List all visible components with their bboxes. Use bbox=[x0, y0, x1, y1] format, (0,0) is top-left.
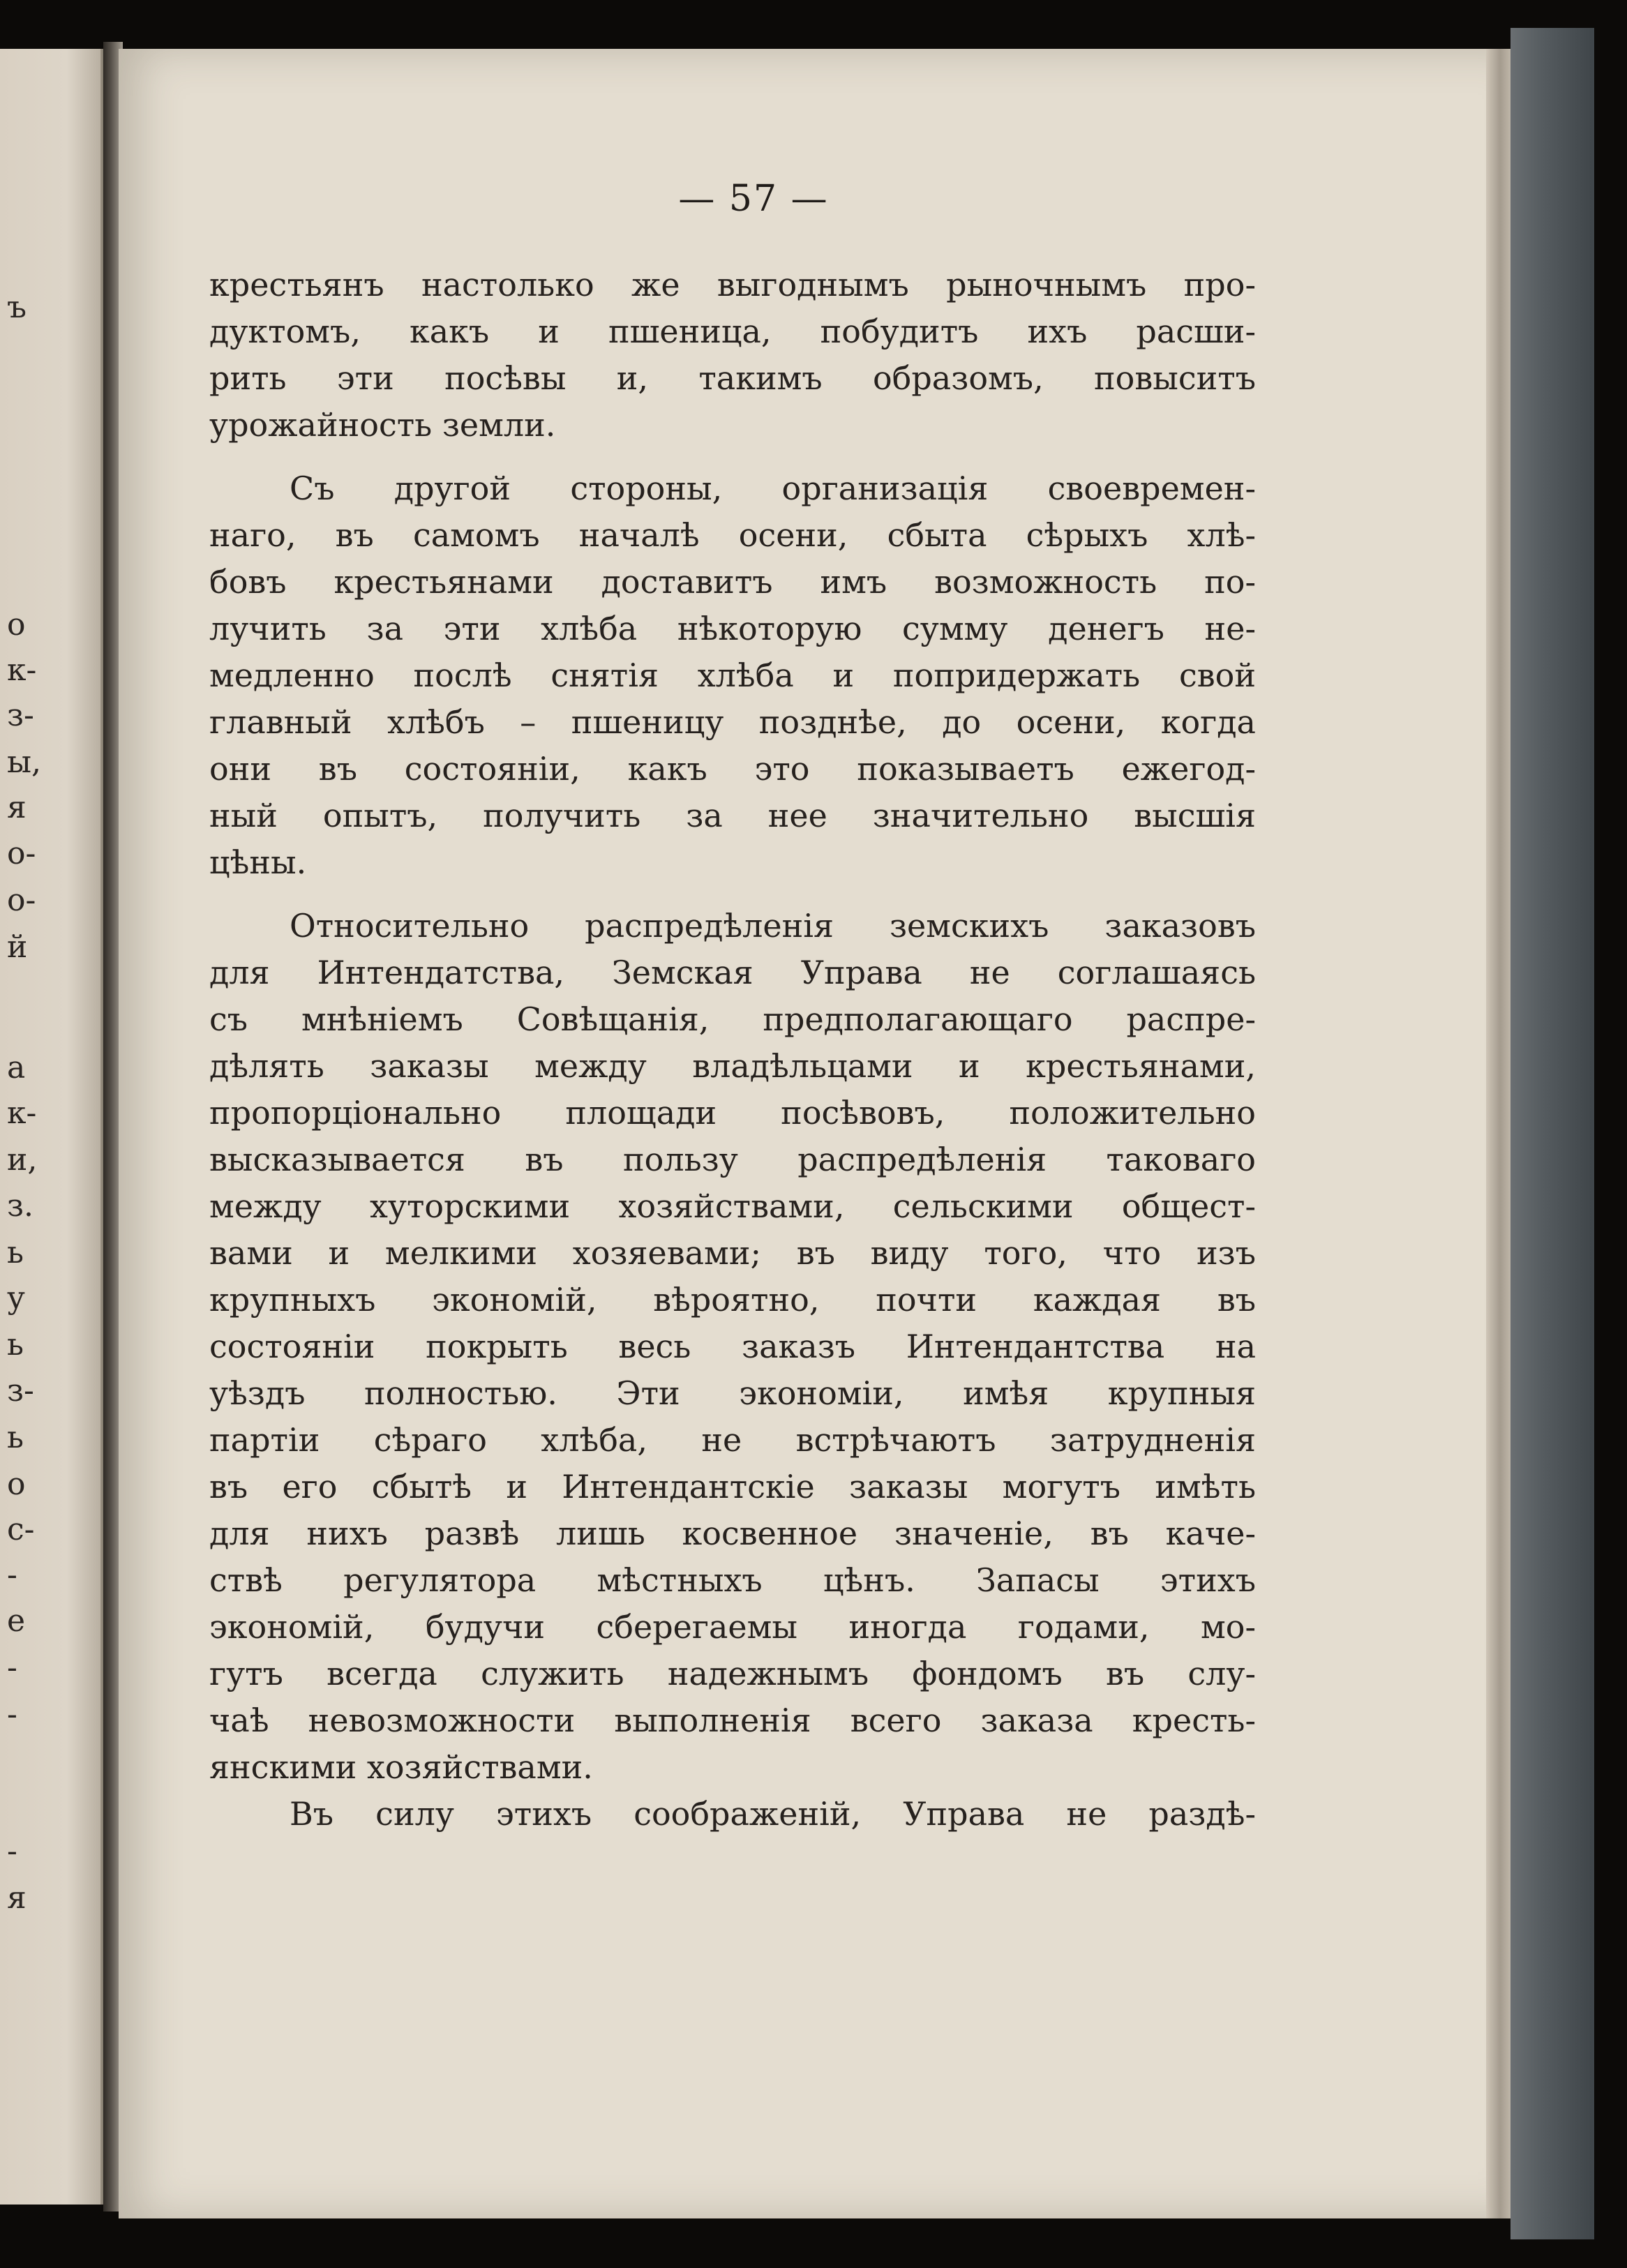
left-fragment: - bbox=[7, 1833, 17, 1869]
left-page-edge bbox=[0, 49, 112, 2205]
paragraph bbox=[209, 465, 1256, 886]
text-line: дуктомъ, какъ и пшеница, побудитъ ихъ расши- bbox=[209, 313, 1256, 350]
text-line: уѣздъ полностью. Эти экономіи, имѣя крупныя bbox=[209, 1374, 1256, 1412]
left-fragment: - bbox=[7, 1557, 17, 1593]
left-fragment: я bbox=[7, 790, 27, 825]
text-line: наго, въ самомъ началѣ осени, сбыта сѣрыхъ хлѣ- bbox=[209, 516, 1256, 554]
left-fragment: ь bbox=[7, 1420, 24, 1455]
text-line: крупныхъ экономій, вѣроятно, почти каждая въ bbox=[209, 1281, 1256, 1319]
text-line: дѣлять заказы между владѣльцами и крестьянами, bbox=[209, 1047, 1256, 1085]
text-line: ный опытъ, получить за нее значительно высшія bbox=[209, 797, 1256, 834]
left-fragment: у bbox=[7, 1280, 25, 1316]
page-number: — 57 — bbox=[678, 178, 829, 220]
text-line: Относительно распредѣленія земскихъ заказовъ bbox=[290, 907, 1256, 945]
left-fragment: з- bbox=[7, 698, 34, 733]
left-fragment: к- bbox=[7, 652, 37, 688]
left-fragment: ъ bbox=[7, 290, 27, 325]
text-line: крестьянъ настолько же выгоднымъ рыночнымъ про- bbox=[209, 266, 1256, 303]
left-fragment: к- bbox=[7, 1095, 37, 1131]
left-fragment: з- bbox=[7, 1373, 34, 1409]
text-line: лучить за эти хлѣба нѣкоторую сумму денегъ не- bbox=[209, 610, 1256, 647]
left-fragment: а bbox=[7, 1050, 26, 1086]
text-line: ствѣ регулятора мѣстныхъ цѣнъ. Запасы этихъ bbox=[209, 1561, 1256, 1599]
body-text bbox=[209, 262, 1256, 1838]
text-line: янскими хозяйствами. bbox=[209, 1748, 593, 1786]
left-page-text-fragments bbox=[0, 49, 112, 2205]
left-fragment: о- bbox=[7, 883, 36, 918]
text-line: партіи сѣраго хлѣба, не встрѣчаютъ затрудненія bbox=[209, 1421, 1256, 1459]
text-line: чаѣ невозможности выполненія всего заказа кресть- bbox=[209, 1702, 1256, 1739]
text-line: бовъ крестьянами доставитъ имъ возможность по- bbox=[209, 563, 1256, 601]
text-line: главный хлѣбъ – пшеницу позднѣе, до осени, когда bbox=[209, 703, 1256, 741]
text-line: въ его сбытѣ и Интендантскіе заказы могутъ имѣть bbox=[209, 1468, 1256, 1505]
left-fragment: о bbox=[7, 607, 26, 643]
left-fragment: - bbox=[7, 1697, 17, 1732]
left-fragment: и, bbox=[7, 1142, 38, 1178]
left-fragment: ь bbox=[7, 1235, 24, 1270]
background-edge bbox=[1594, 0, 1627, 2268]
left-fragment: я bbox=[7, 1880, 27, 1916]
paragraph bbox=[209, 1791, 1256, 1838]
book-cover-edge bbox=[1510, 28, 1594, 2239]
left-fragment: з. bbox=[7, 1188, 33, 1224]
left-fragment: е bbox=[7, 1603, 26, 1639]
left-fragment: с- bbox=[7, 1512, 35, 1547]
text-line: они въ состояніи, какъ это показываетъ ежегод- bbox=[209, 750, 1256, 788]
text-line: высказывается въ пользу распредѣленія таковаго bbox=[209, 1141, 1256, 1178]
page-stack-edge bbox=[1486, 49, 1514, 2218]
left-fragment: ы, bbox=[7, 744, 42, 780]
text-line: пропорціонально площади посѣвовъ, положительно bbox=[209, 1094, 1256, 1132]
left-fragment: й bbox=[7, 929, 28, 965]
text-line: медленно послѣ снятія хлѣба и попридержать свой bbox=[209, 656, 1256, 694]
text-line: состояніи покрыть весь заказъ Интендантства на bbox=[209, 1328, 1256, 1365]
text-line: Съ другой стороны, организація своевремен- bbox=[290, 470, 1256, 507]
left-fragment: о- bbox=[7, 836, 36, 871]
paragraph bbox=[209, 262, 1256, 449]
text-line: Въ силу этихъ соображеній, Управа не раздѣ- bbox=[290, 1795, 1256, 1833]
text-line: съ мнѣніемъ Совѣщанія, предполагающаго распре- bbox=[209, 1000, 1256, 1038]
left-fragment: о bbox=[7, 1466, 26, 1502]
text-line: рить эти посѣвы и, такимъ образомъ, повыситъ bbox=[209, 359, 1256, 397]
text-line: для Интендатства, Земская Управа не соглашаясь bbox=[209, 954, 1256, 991]
text-line: урожайность земли. bbox=[209, 406, 556, 444]
text-line: вами и мелкими хозяевами; въ виду того, что изъ bbox=[209, 1234, 1256, 1272]
paragraph bbox=[209, 903, 1256, 1791]
text-line: экономій, будучи сберегаемы иногда годами, мо- bbox=[209, 1608, 1256, 1646]
text-line: между хуторскими хозяйствами, сельскими общест- bbox=[209, 1187, 1256, 1225]
text-line: для нихъ развѣ лишь косвенное значеніе, въ каче- bbox=[209, 1515, 1256, 1552]
text-line: гутъ всегда служить надежнымъ фондомъ въ слу- bbox=[209, 1655, 1256, 1692]
text-line: цѣны. bbox=[209, 843, 307, 881]
left-fragment: ь bbox=[7, 1327, 24, 1362]
left-fragment: - bbox=[7, 1650, 17, 1685]
